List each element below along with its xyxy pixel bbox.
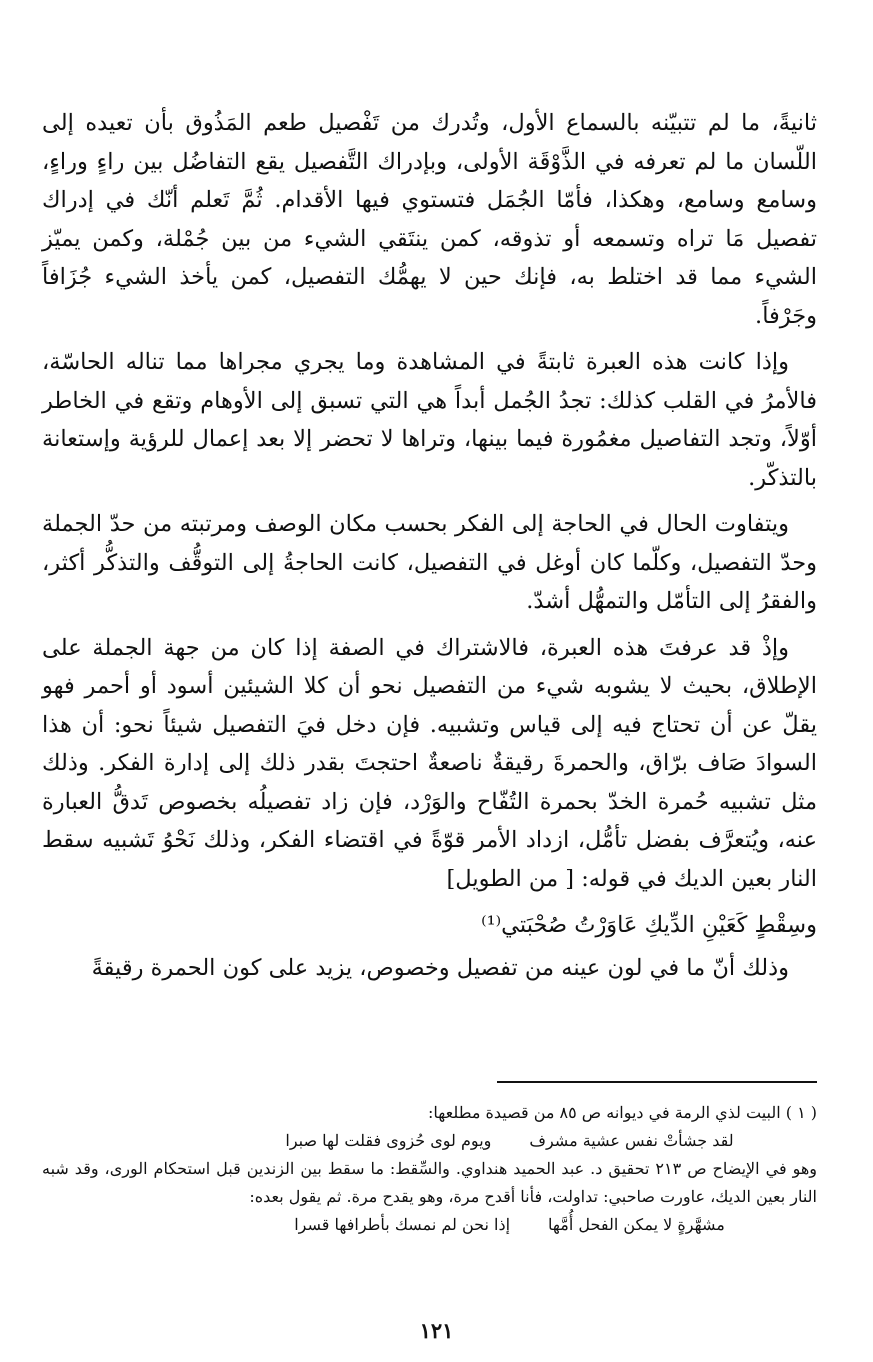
footnote-verse-1 xyxy=(42,1127,817,1155)
paragraph-4: وإذْ قد عرفتَ هذه العبرة، فالاشتراك في الصفة إذا كان من جهة الجملة على الإطلاق، بحيث لا يشوبه شيء من التفصيل نحو أن كلا الشيئين أسود أو أحمر فهو يقلّ عن أن تحتاج فيه إلى قياس وتشبيه. فإن دخل فيَ التفصيل شيئاً نحو: أن هذا السوادَ صَاف برّاق، والحمرةَ رقيقةٌ ناصعةٌ احتجتَ بقدر ذلك إلى إدارة الفكر. وذلك مثل تشبيه حُمرة الخدّ بحمرة التُفّاح والوَرْد، فإن زاد تفصيلُه بخصوص تَدقُّ العبارة عنه، ويُتعرَّف بفضل تأمُّل، ازداد الأمر قوّةً في اقتضاء الفكر، وذلك نَحْوُ تَشبيه سقط النار بعين الديك في قوله: [ من الطويل] xyxy=(42,634,817,892)
footnote-verse-1-second-hemistich: ويوم لوى حُزوى فقلت لها صبرا xyxy=(285,1131,492,1150)
footnote-body: وهو في الإيضاح ص ٢١٣ تحقيق د. عبد الحميد هنداوي. والسِّقط: ما سقط بين الزندين قبل استحكام الورى، وقد شبه النار بعين الديك، عاورت صاحبي: تداولت، فأنا أقدح مرة، وهو يقدح مرة. ثم يقول بعده: xyxy=(42,1159,818,1206)
footnote-verse-2 xyxy=(42,1211,817,1239)
footnote-intro: ( ١ ) البيت لذي الرمة في ديوانه ص ٨٥ من قصيدة مطلعها: xyxy=(428,1103,817,1122)
footnote-verse-2-first-hemistich: مشهَّرةٍ لا يمكن الفحل أُمَّها xyxy=(548,1215,725,1234)
page-number: ١٢١ xyxy=(419,1318,454,1343)
book-page xyxy=(42,104,818,1234)
footnotes xyxy=(42,1099,817,1239)
footnote-verse-2-second-hemistich: إذا نحن لم نمسك بأطرافها قسرا xyxy=(294,1215,511,1234)
footnote-divider xyxy=(497,1081,817,1083)
paragraph-1: ثانيةً، ما لم تتبيّنه بالسماع الأول، وتُدرك من تَفْصيل طعم المَذُوق بأن تعيده إلى اللّسان ما لم تعرفه في الذَّوْقَة الأولى، وبإدراك التَّفصيل يقع التفاضُل بين راءٍ وراءٍ، وسامع وسامع، وهكذا، فأمّا الجُمَل فتستوي فيها الأقدام. ثُمَّ تَعلم أنّك في إدراك تفصيل مَا تراه وتسمعه أو تذوقه، كمن ينتَقي الشيء من بين جُمْلة، وكمن يميّز الشيء مما قد اختلط به، فإنك حين لا يهمُّك التفصيل، كمن يأخذ الشيء جُزَافاً وجَرْفاً. xyxy=(42,110,817,329)
paragraph-3: ويتفاوت الحال في الحاجة إلى الفكر بحسب مكان الوصف ومرتبته من حدّ الجملة وحدّ التفصيل، وكلّما كان أوغل في التفصيل، كانت الحاجةُ إلى التوقُّف والتذكُّر أكثر، والفقرُ إلى التأمّل والتمهُّل أشدّ. xyxy=(42,511,817,614)
poetry-verse: وسِقْطٍ كَعَيْنِ الدِّيكِ عَاوَرْتُ صُحْبَتي⁽¹⁾ xyxy=(481,912,817,938)
footnote-verse-1-first-hemistich: لقد جشأتْ نفس عشية مشرف xyxy=(529,1131,734,1150)
paragraph-2: وإذا كانت هذه العبرة ثابتةً في المشاهدة وما يجري مجراها مما تناله الحاسّة، فالأمرُ في القلب كذلك: تجدُ الجُمل أبداً هي التي تسبق إلى الأوهام وتقع في الخاطر أوّلاً، وتجد التفاصيل مغمُورة فيما بينها، وتراها لا تحضر إلا بعد إعمال للرؤية وإستعانة بالتذكّر. xyxy=(42,349,817,491)
main-text xyxy=(42,104,817,987)
closing-paragraph: وذلك أنّ ما في لون عينه من تفصيل وخصوص، يزيد على كون الحمرة رقيقةً xyxy=(91,954,789,981)
